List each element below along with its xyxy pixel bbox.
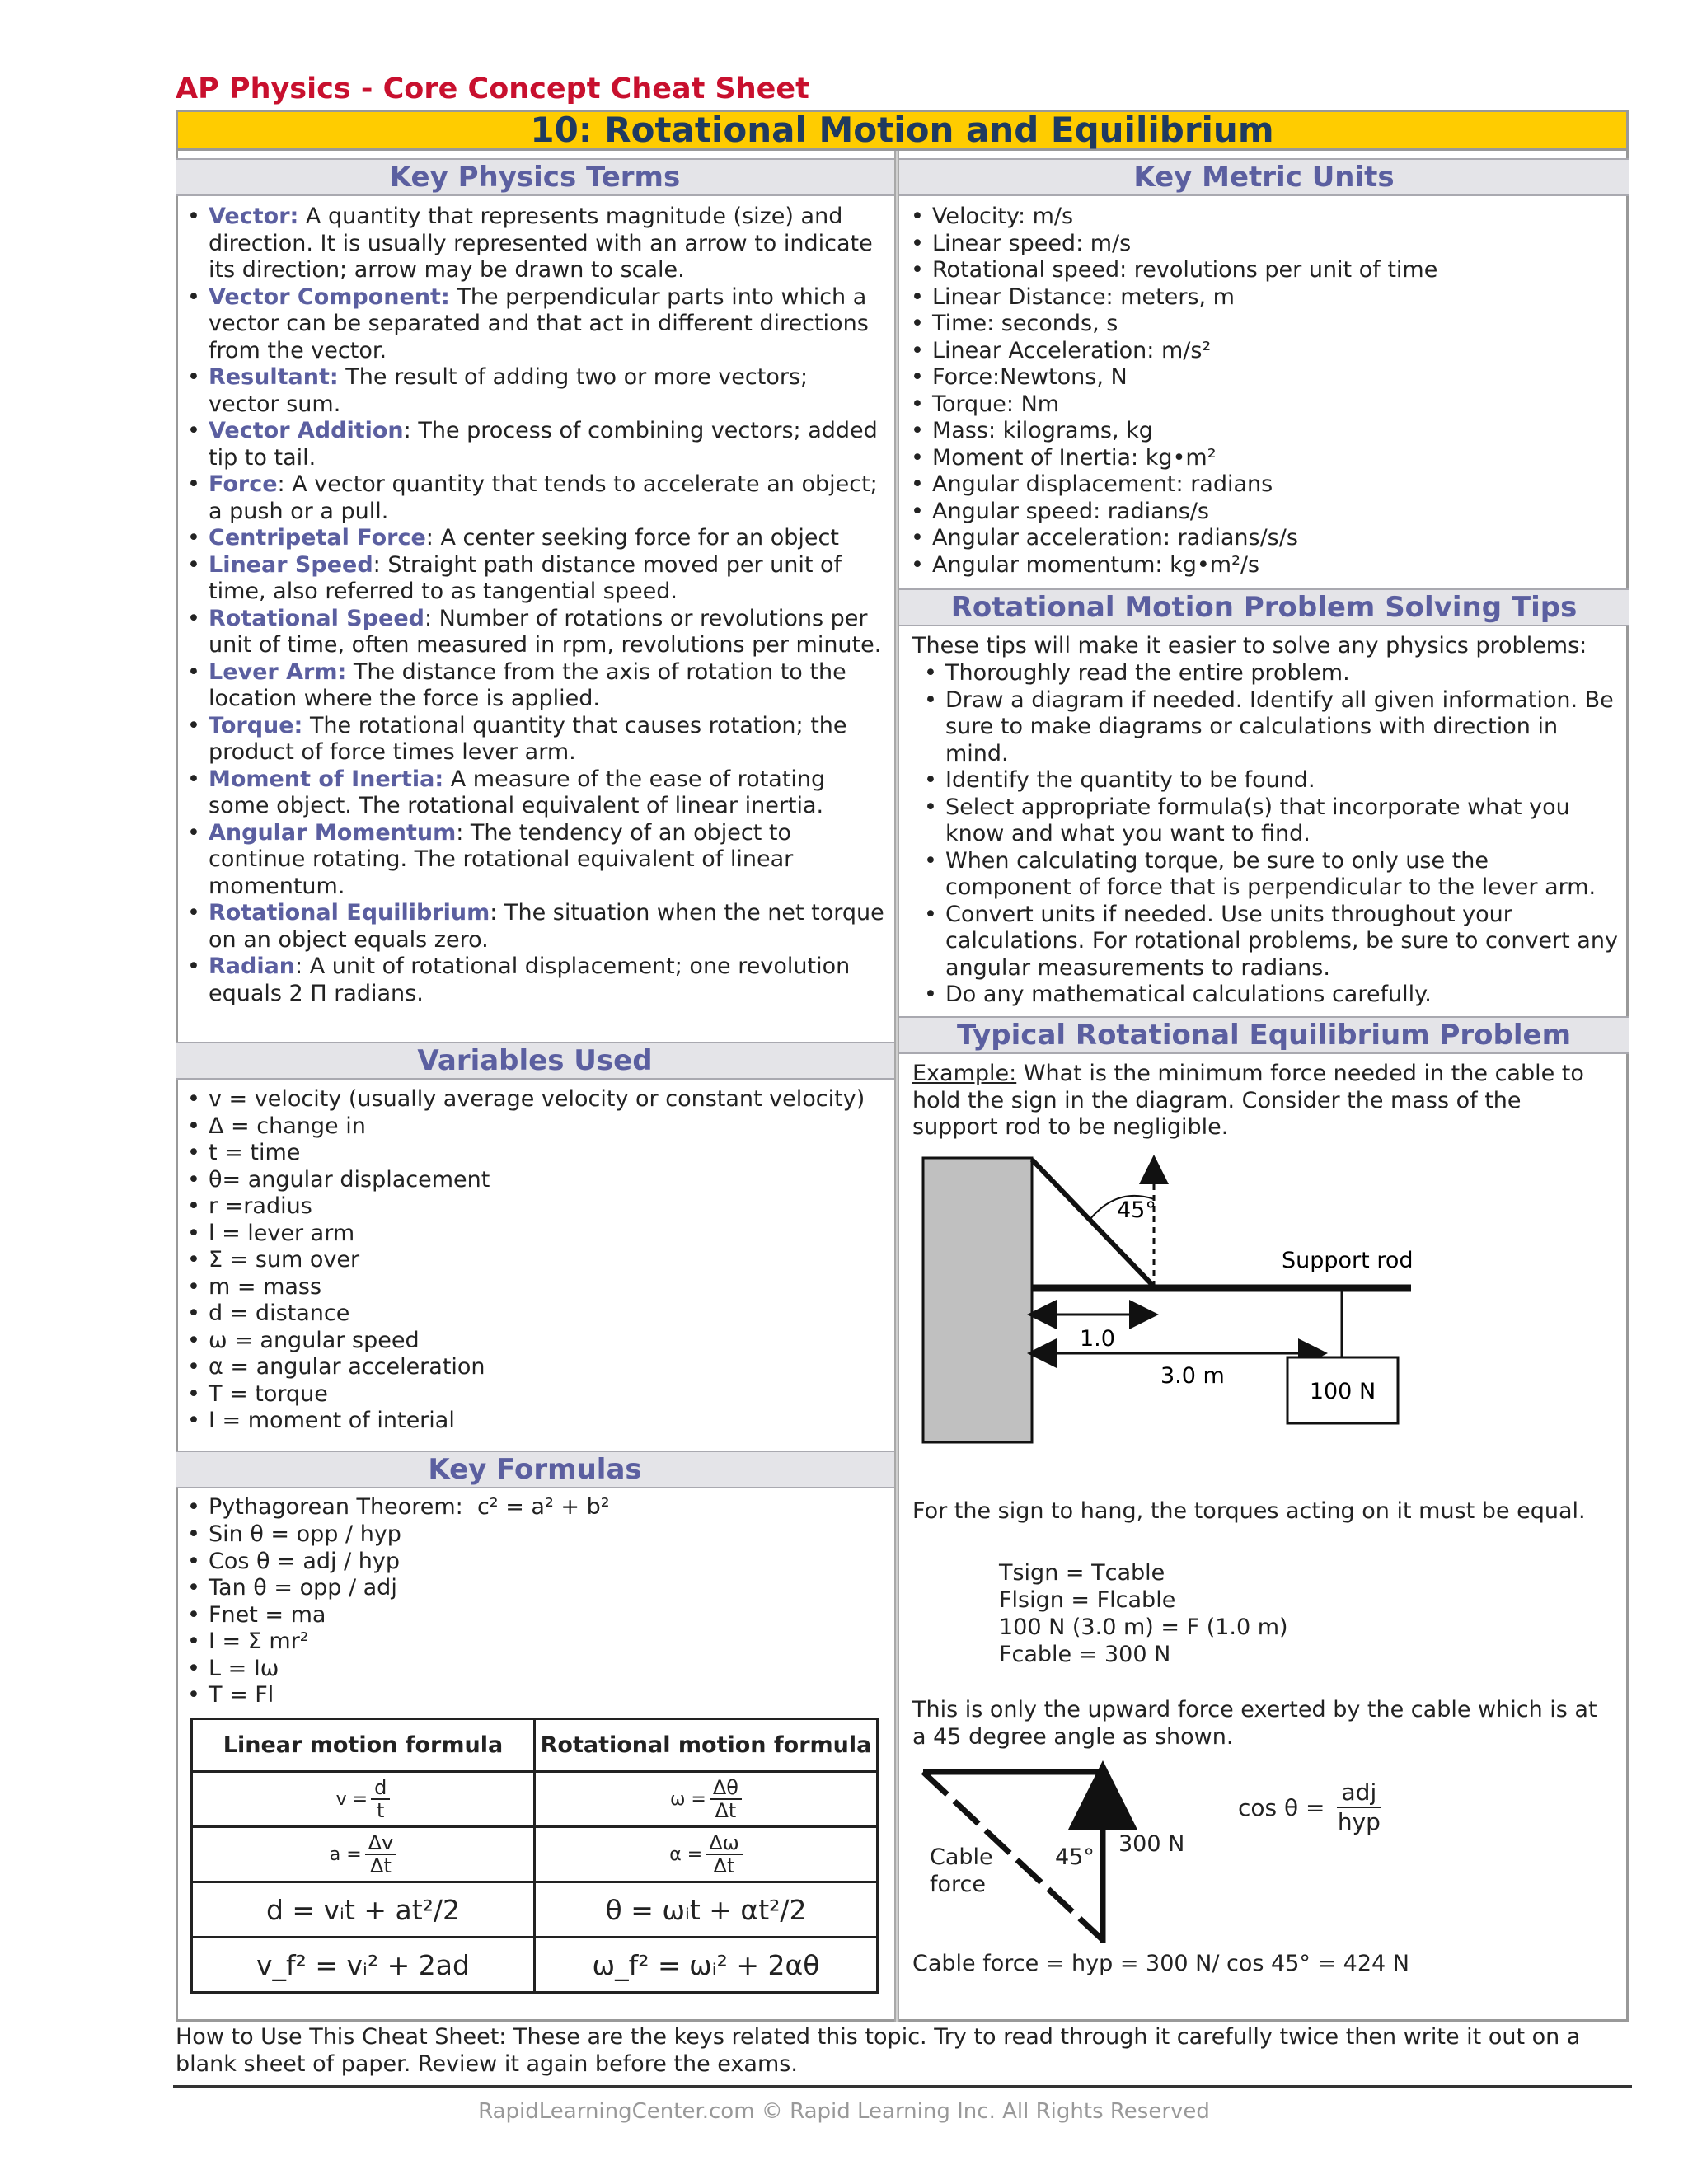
key-term-definition: : Straight path distance moved per unit of time, also referred to as tangential speed. <box>209 551 842 604</box>
key-term-definition: : The situation when the net torque on an object equals zero. <box>209 900 884 953</box>
unit-item: • Angular momentum: kg•m²/s <box>899 552 1625 579</box>
formula-item: • L = Iω <box>176 1656 884 1683</box>
variable-item: • Δ = change in <box>176 1113 884 1141</box>
variable-item: • θ= angular displacement <box>176 1167 884 1194</box>
linear-column-header: Linear motion formula <box>192 1719 535 1772</box>
formula-item: • Τ = Fl <box>176 1682 884 1709</box>
key-term-definition: A measure of the ease of rotating some object. The rotational equivalent of linear inertia. <box>209 766 826 818</box>
equation-3: 100 N (3.0 m) = F (1.0 m) <box>999 1615 1288 1640</box>
key-term-name: Vector Component: <box>209 284 450 310</box>
key-term-name: Rotational Equilibrium <box>209 900 490 926</box>
key-term-definition: : A vector quantity that tends to accelerate an object; a push or a pull. <box>209 471 878 524</box>
unit-item: • Torque: Nm <box>899 391 1625 419</box>
tips-intro: These tips will make it easier to solve any physics problems: <box>912 633 1587 658</box>
key-term-definition: The result of adding two or more vectors; vector sum. <box>209 364 809 417</box>
unit-item: • Force:Newtons, N <box>899 364 1625 391</box>
key-term-name: Moment of Inertia: <box>209 766 444 792</box>
key-term-name: Lever Arm: <box>209 658 347 685</box>
key-term-definition: : A center seeking force for an object <box>425 525 839 551</box>
key-term-item <box>176 204 884 284</box>
unit-item: • Linear speed: m/s <box>899 231 1625 258</box>
distance-1-label: 1.0 <box>1080 1326 1115 1352</box>
unit-item: • Velocity: m/s <box>899 204 1625 231</box>
linear-acceleration-formula: a = $\frac{\Delta v}{\Delta t}$ <box>192 1827 535 1882</box>
tip-item: • Draw a diagram if needed. Identify all given information. Be sure to make diagrams or calculations with direction in mind. <box>912 687 1621 768</box>
key-term-item <box>176 552 884 606</box>
key-term-definition: A quantity that represents magnitude (size) and direction. It is usually represented with an arrow to indicate its direction; arrow may be drawn to scale. <box>209 204 873 283</box>
key-term-item <box>176 364 884 418</box>
variable-item: • d = distance <box>176 1301 884 1328</box>
tips-heading: Rotational Motion Problem Solving Tips <box>899 588 1629 626</box>
angle-label: 45° <box>1117 1197 1156 1223</box>
vertical-force-label: 300 N <box>1118 1831 1185 1857</box>
variables-list <box>176 1086 884 1435</box>
document-title: AP Physics - Core Concept Cheat Sheet <box>176 73 809 105</box>
key-term-item <box>176 954 884 1007</box>
triangle-angle-label-text: 45° <box>1055 1844 1095 1870</box>
sign-weight-label: 100 N <box>1309 1379 1376 1404</box>
key-term-name: Centripetal Force <box>209 525 426 551</box>
key-units-heading: Key Metric Units <box>899 158 1629 196</box>
linear-velocity-squared-formula: v_f² = vᵢ² + 2ad <box>192 1938 535 1993</box>
linear-displacement-formula: d = vᵢt + at²/2 <box>192 1882 535 1938</box>
variable-item: • Σ = sum over <box>176 1247 884 1274</box>
key-terms-list <box>176 204 884 1007</box>
variable-item: • v = velocity (usually average velocity or constant velocity) <box>176 1086 884 1113</box>
angular-velocity-formula: ω = $\frac{\Delta\theta}{\Delta t}$ <box>535 1772 878 1827</box>
key-term-name: Radian <box>209 954 296 979</box>
key-formulas-list <box>176 1494 884 1521</box>
copyright: RapidLearningCenter.com © Rapid Learning Inc. All Rights Reserved <box>478 2099 1210 2124</box>
variable-item: • t = time <box>176 1140 884 1167</box>
key-units-list <box>899 204 1625 579</box>
angular-acceleration-formula: α = $\frac{\Delta\omega}{\Delta t}$ <box>535 1827 878 1882</box>
key-formulas-heading: Key Formulas <box>176 1451 894 1488</box>
torque-sentence: For the sign to hang, the torques acting on it must be equal. <box>912 1498 1586 1524</box>
formula-item: • Cos θ = adj / hyp <box>176 1549 884 1576</box>
key-term-name: Rotational Speed <box>209 605 424 631</box>
wall <box>923 1158 1032 1442</box>
key-term-item <box>176 659 884 713</box>
tip-item: • Select appropriate formula(s) that incorporate what you know and what you want to find. <box>912 794 1621 848</box>
unit-item: • Angular speed: radians/s <box>899 499 1625 526</box>
key-term-item <box>176 820 884 901</box>
equation-2: Flsign = Flcable <box>999 1587 1176 1613</box>
unit-item: • Moment of Inertia: kg•m² <box>899 445 1625 472</box>
formula-item: • I = Σ mr² <box>176 1629 884 1656</box>
linear-velocity-formula: v = $\frac{d}{t}$ <box>192 1772 535 1827</box>
key-term-definition: The distance from the axis of rotation to the location where the force is applied. <box>209 658 846 711</box>
tips-list <box>912 660 1621 1009</box>
angular-displacement-formula: θ = ωᵢt + αt²/2 <box>535 1882 878 1938</box>
tip-item: • Thoroughly read the entire problem. <box>912 660 1621 687</box>
variable-item: • r =radius <box>176 1193 884 1221</box>
unit-item: • Time: seconds, s <box>899 311 1625 338</box>
tip-item: • Identify the quantity to be found. <box>912 767 1621 794</box>
key-term-name: Torque: <box>209 712 303 738</box>
unit-item: • Mass: kilograms, kg <box>899 418 1625 445</box>
variable-item: • m = mass <box>176 1274 884 1301</box>
unit-item: • Linear Acceleration: m/s² <box>899 338 1625 365</box>
unit-item: • Angular acceleration: radians/s/s <box>899 525 1625 552</box>
variable-item: • α = angular acceleration <box>176 1354 884 1381</box>
distance-2-label: 3.0 m <box>1160 1363 1225 1389</box>
chapter-title: 10: Rotational Motion and Equilibrium <box>176 110 1629 151</box>
key-term-definition: The rotational quantity that causes rotation; the product of force times lever arm. <box>209 712 847 765</box>
tip-item: • When calculating torque, be sure to only use the component of force that is perpendicular to the lever arm. <box>912 848 1621 902</box>
equation-4: Fcable = 300 N <box>999 1642 1171 1667</box>
tip-item: • Do any mathematical calculations carefully. <box>912 982 1621 1009</box>
cable-force-result: Cable force = hyp = 300 N/ cos 45° = 424 N <box>912 1951 1409 1976</box>
tip-item: • Convert units if needed. Use units throughout your calculations. For rotational problems, be sure to convert any angular measurements to radians. <box>912 902 1621 982</box>
key-term-name: Angular Momentum <box>209 819 457 846</box>
formula-table <box>190 1718 879 1994</box>
variable-item: • l = lever arm <box>176 1221 884 1248</box>
unit-item: • Angular displacement: radians <box>899 471 1625 499</box>
unit-item: • Linear Distance: meters, m <box>899 284 1625 312</box>
problem-statement: Example: What is the minimum force needed in the cable to hold the sign in the diagram. Consider the mass of the support rod to be negligible. <box>912 1061 1584 1140</box>
key-term-item <box>176 713 884 766</box>
equation-1: Τsign = Τcable <box>999 1560 1165 1586</box>
key-term-item <box>176 284 884 365</box>
key-term-name: Vector Addition <box>209 418 404 443</box>
key-term-definition: : The process of combining vectors; added tip to tail. <box>209 418 878 471</box>
problem-heading: Typical Rotational Equilibrium Problem <box>899 1016 1629 1054</box>
cosine-formula: cos θ = adj hyp <box>1238 1779 1381 1835</box>
cable <box>1032 1160 1154 1286</box>
unit-item: • Rotational speed: revolutions per unit of time <box>899 257 1625 284</box>
support-rod-label: Support rod <box>1282 1248 1414 1273</box>
key-terms-heading: Key Physics Terms <box>176 158 894 196</box>
formula-item: • Sin θ = opp / hyp <box>176 1521 884 1549</box>
variables-heading: Variables Used <box>176 1042 894 1080</box>
key-term-name: Vector: <box>209 204 299 229</box>
key-formulas-list-rest <box>176 1521 884 1709</box>
key-term-definition: : The tendency of an object to continue rotating. The rotational equivalent of linear momentum. <box>209 819 794 899</box>
key-term-item <box>176 766 884 820</box>
footer-divider <box>173 2085 1632 2088</box>
key-term-name: Linear Speed <box>209 551 373 578</box>
variable-item: • ω = angular speed <box>176 1328 884 1355</box>
rotational-column-header: Rotational motion formula <box>535 1719 878 1772</box>
key-term-item <box>176 900 884 954</box>
cable-force-label: Cable force <box>930 1844 993 1897</box>
key-term-definition: : Number of rotations or revolutions per unit of time, often measured in rpm, revolutions per minute. <box>209 605 882 658</box>
key-term-item <box>176 525 884 552</box>
variable-item: • Τ = torque <box>176 1381 884 1408</box>
key-term-definition: The perpendicular parts into which a vector can be separated and that act in different directions from the vector. <box>209 284 869 363</box>
usage-note: How to Use This Cheat Sheet: These are the keys related this topic. Try to read through it carefully twice then write it out on a blank sheet of paper. Review it again before the exams. <box>176 2024 1581 2077</box>
key-term-item <box>176 471 884 525</box>
upward-force-sentence: This is only the upward force exerted by the cable which is at a 45 degree angle as shown. <box>912 1697 1597 1750</box>
key-term-item <box>176 606 884 659</box>
formula-item: • Pythagorean Theorem: c² = a² + b² <box>176 1494 884 1521</box>
key-term-definition: : A unit of rotational displacement; one revolution equals 2 Π radians. <box>209 954 851 1006</box>
key-term-name: Force <box>209 471 278 497</box>
rod-diagram <box>907 1150 1434 1455</box>
variable-item: • I = moment of interial <box>176 1408 884 1435</box>
angular-velocity-squared-formula: ω_f² = ωᵢ² + 2αθ <box>535 1938 878 1993</box>
key-term-name: Resultant: <box>209 364 339 390</box>
formula-item: • Tan θ = opp / adj <box>176 1575 884 1602</box>
key-term-item <box>176 418 884 471</box>
formula-item: • Fnet = ma <box>176 1602 884 1629</box>
